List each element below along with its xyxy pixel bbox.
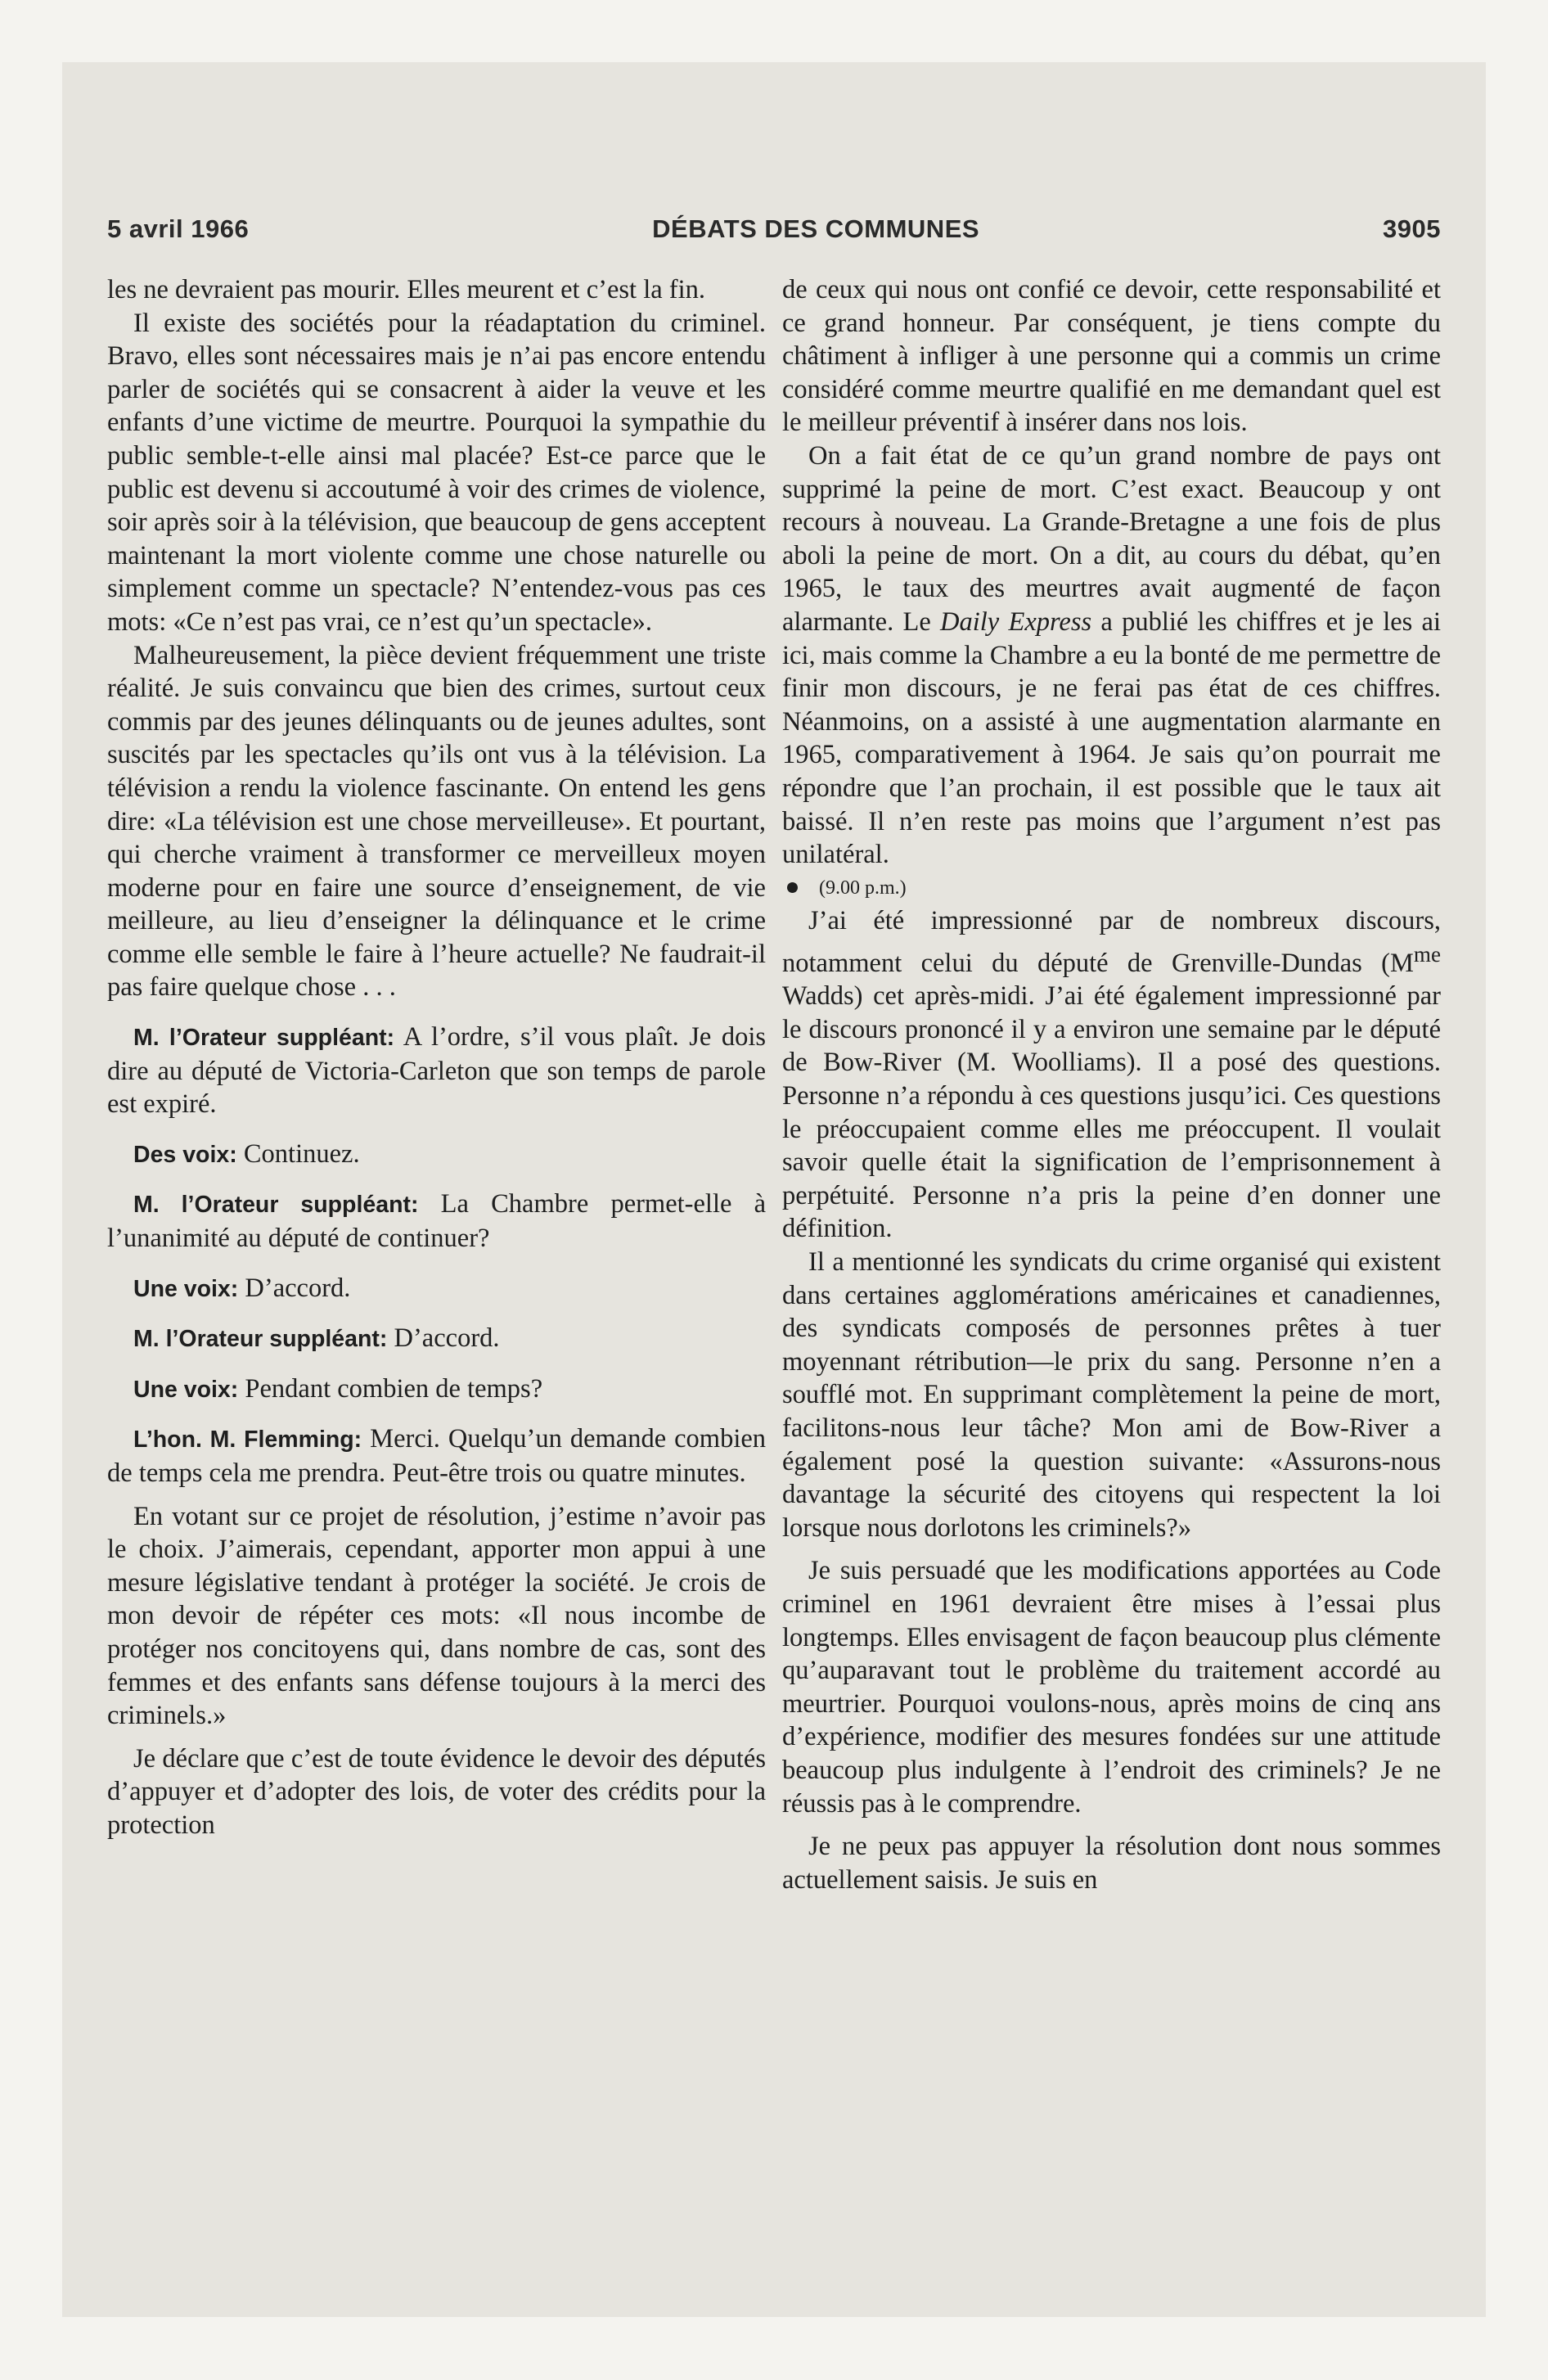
speaker-name: M. l’Orateur suppléant: [133, 1025, 395, 1052]
speech-text: La Chambre permet-elle à l’unanimité au député de continuer? [107, 1189, 767, 1254]
speech [107, 1373, 766, 1407]
timestamp-text: (9.00 p.m.) [819, 877, 907, 899]
speaker-name: L’hon. M. Flemming: [133, 1427, 362, 1454]
speech-text: D’accord. [394, 1323, 500, 1354]
speech [107, 1272, 766, 1306]
paragraph-text: J’ai été impressionné par de nombreux discours, notamment celui du député de Grenville-Dundas (M [782, 906, 1441, 978]
speaker-name: Des voix: [133, 1141, 237, 1168]
left-column [107, 273, 766, 1842]
paragraph-text: Wadds) cet après-midi. J’ai été également impressionné par le discours prononcé il y a environ une semaine par le député de Bow-River (M. Woolliams). Il a posé des questions. Personne n’a répondu à ces questions jusqu’ici. Ces questions le préoccupaient comme elles me préoccupent. Il voulait savoir quelle était la signification de l’emprisonnement à perpétuité. Personne n’a pris la peine d’en donner une définition. [782, 981, 1441, 1244]
header-date: 5 avril 1966 [107, 214, 250, 243]
bullet-icon [787, 882, 798, 893]
header-page-number: 3905 [1383, 214, 1441, 243]
paragraph: En votant sur ce projet de résolution, j’estime n’avoir pas le choix. J’aimerais, cependant, apporter mon appui à une mesure législative tendant à protéger la société. Je crois de mon devoir de répéter ces mots: «Il nous incombe de protéger nos concitoyens qui, dans nombre de cas, sont des femmes et des enfants sans défense toujours à la merci des criminels.» [107, 1501, 766, 1731]
speech-text: D’accord. [245, 1273, 351, 1303]
speech [107, 1422, 766, 1490]
paragraph: les ne devraient pas mourir. Elles meurent et c’est la fin. [107, 275, 705, 304]
speech-text: Merci. Quelqu’un demande combien de temps cela me prendra. Peut-être trois ou quatre minutes. [107, 1424, 767, 1488]
paragraph [782, 904, 1441, 1246]
header-title: DÉBATS DES COMMUNES [652, 214, 980, 243]
speech-text: A l’ordre, s’il vous plaît. Je dois dire au député de Victoria-Carleton que son temps de parole est expiré. [107, 1022, 766, 1120]
paragraph-text: a publié les chiffres et je les ai ici, mais comme la Chambre a eu la bonté de me permettre de finir mon discours, je ne ferai pas état de ces chiffres. Néanmoins, on a assisté à une augmentation alarmante en 1965, comparativement à 1964. Je sais qu’on pourrait me répondre que l’an prochain, il est possible que le taux ait baissé. Il n’en reste pas moins que l’argument n’est pas unilatéral. [782, 606, 1441, 870]
paragraph: Malheureusement, la pièce devient fréquemment une triste réalité. Je suis convaincu que bien des crimes, surtout ceux commis par des jeunes délinquants ou de jeunes adultes, sont suscités par les spectacles qu’ils ont vus à la télévision. La télévision a rendu la violence fascinante. On entend les gens dire: «La télévision est une chose merveilleuse». Et pourtant, qui cherche vraiment à transformer ce merveilleux moyen moderne pour en faire une source d’enseignement, de vie meilleure, au lieu d’enseigner la délinquance et le crime comme elle semble le faire à l’heure actuelle? Ne faudrait-il pas faire quelque chose . . . [107, 640, 766, 1003]
speech [107, 1322, 766, 1356]
speaker-name: Une voix: [133, 1275, 239, 1302]
paragraph-text: On a fait état de ce qu’un grand nombre de pays ont supprimé la peine de mort. C’est exact. Beaucoup y ont recours à nouveau. La Grande-Bretagne a une fois de plus aboli la peine de mort. On a dit, au cours du débat, qu’en 1965, le taux des meurtres avait augmenté de façon alarmante. Le [782, 440, 1441, 637]
speaker-name: Une voix: [133, 1376, 239, 1403]
speech [107, 1188, 766, 1255]
paragraph: de ceux qui nous ont confié ce devoir, cette responsabilité et ce grand honneur. Par conséquent, je tiens compte du châtiment à infliger à une personne qui a commis un crime considéré comme meurtre qualifié en me demandant quel est le meilleur préventif à insérer dans nos lois. [782, 275, 1441, 438]
paragraph: Je suis persuadé que les modifications apportées au Code criminel en 1961 devraient être mises à l’essai plus longtemps. Elles envisagent de façon beaucoup plus clémente qu’auparavant tout le problème du traitement accordé au meurtrier. Pourquoi voulons-nous, après moins de cinq ans d’expérience, modifier des mesures fondées sur une attitude beaucoup plus indulgente à l’endroit des criminels? Je ne réussis pas à le comprendre. [782, 1556, 1441, 1819]
speaker-name: M. l’Orateur suppléant: [133, 1192, 419, 1219]
scanned-page [62, 62, 1486, 2317]
superscript: me [1413, 941, 1441, 967]
right-column [782, 273, 1441, 1896]
speaker-name: M. l’Orateur suppléant: [133, 1326, 388, 1353]
speech [107, 1021, 766, 1121]
newspaper-name: Daily Express [940, 606, 1092, 637]
paragraph: Il a mentionné les syndicats du crime organisé qui existent dans certaines agglomérations américaines et canadiennes, des syndicats composés de personnes prêtes à tuer moyennant rétribution—le prix du sang. Personne n’en a soufflé mot. En supprimant complètement la peine de mort, facilitons-nous leur tâche? Mon ami de Bow-River a également posé la question suivante: «Assurons-nous davantage la sécurité des citoyens qui respectent la loi lorsque nous dorlotons les criminels?» [782, 1247, 1441, 1543]
paragraph: Je déclare que c’est de toute évidence le devoir des députés d’appuyer et d’adopter des lois, de voter des crédits pour la protection [107, 1743, 766, 1840]
page-header [107, 214, 1441, 244]
paragraph: Je ne peux pas appuyer la résolution dont nous sommes actuellement saisis. Je suis en [782, 1832, 1441, 1895]
paragraph: Il existe des sociétés pour la réadaptation du criminel. Bravo, elles sont nécessaires mais je n’ai pas encore entendu parler de sociétés qui se consacrent à aider la veuve et les enfants d’une victime de meurtre. Pourquoi la sympathie du public semble-t-elle ainsi mal placée? Est-ce parce que le public est devenu si accoutumé à voir des crimes de violence, soir après soir à la télévision, que beaucoup de gens acceptent maintenant la mort violente comme une chose naturelle ou simplement comme un spectacle? N’entendez-vous pas ces mots: «Ce n’est pas vrai, ce n’est qu’un spectacle». [107, 308, 766, 637]
speech-text: Pendant combien de temps? [245, 1373, 543, 1404]
paragraph [782, 439, 1441, 872]
speech [107, 1138, 766, 1172]
timestamp [782, 872, 1441, 905]
speech-text: Continuez. [243, 1138, 360, 1169]
